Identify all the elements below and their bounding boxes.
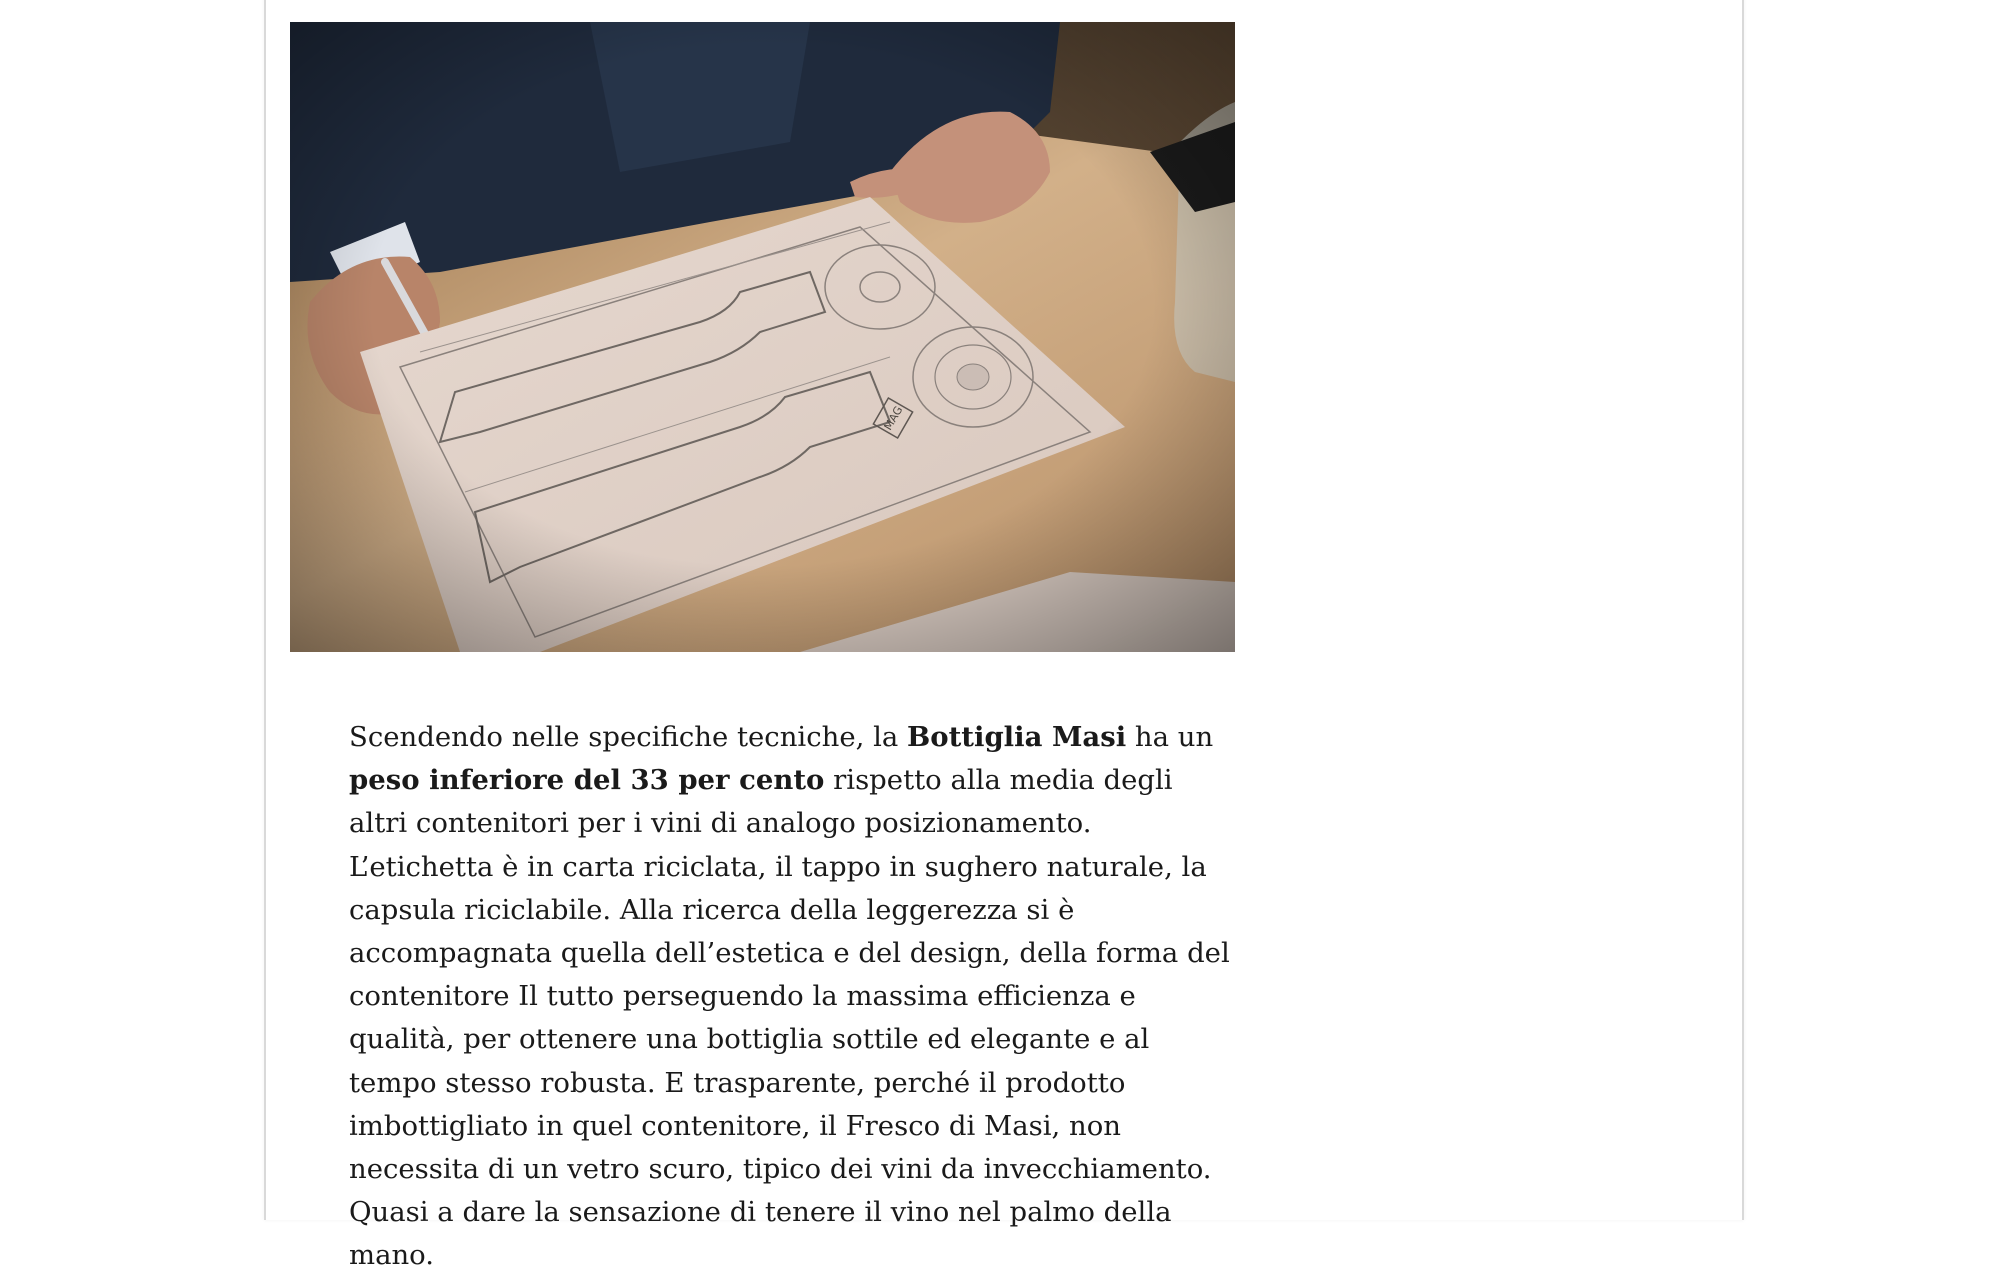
article-photo (290, 22, 1235, 652)
paragraph-text-1: Scendendo nelle specifiche tecniche, la (349, 721, 908, 753)
photo-illustration (290, 22, 1235, 652)
paragraph-text-2: ha un (1126, 721, 1214, 753)
paragraph-text-3: rispetto alla media degli altri contenitori per i vini di analogo posizionamento. L’etichetta è in carta riciclata, il tappo in sughero naturale, la capsula riciclabile. Alla ricerca della leggerezza si è accompagnata quella dell’estetica e del design, della forma del contenitore Il tutto perseguendo la massima efficienza e qualità, per ottenere una bottiglia sottile ed elegante e al tempo stesso robusta. E trasparente, perché il prodotto imbottigliato in quel contenitore, il Fresco di Masi, non necessita di un vetro scuro, tipico dei vini da invecchiamento. Quasi a dare la sensazione di tenere il vino nel palmo della mano. (349, 764, 1230, 1272)
paragraph-bold-weight: peso inferiore del 33 per cento (349, 764, 825, 797)
article-paragraph (349, 716, 1239, 1278)
paragraph-bold-bottle-name: Bottiglia Masi (907, 721, 1127, 753)
